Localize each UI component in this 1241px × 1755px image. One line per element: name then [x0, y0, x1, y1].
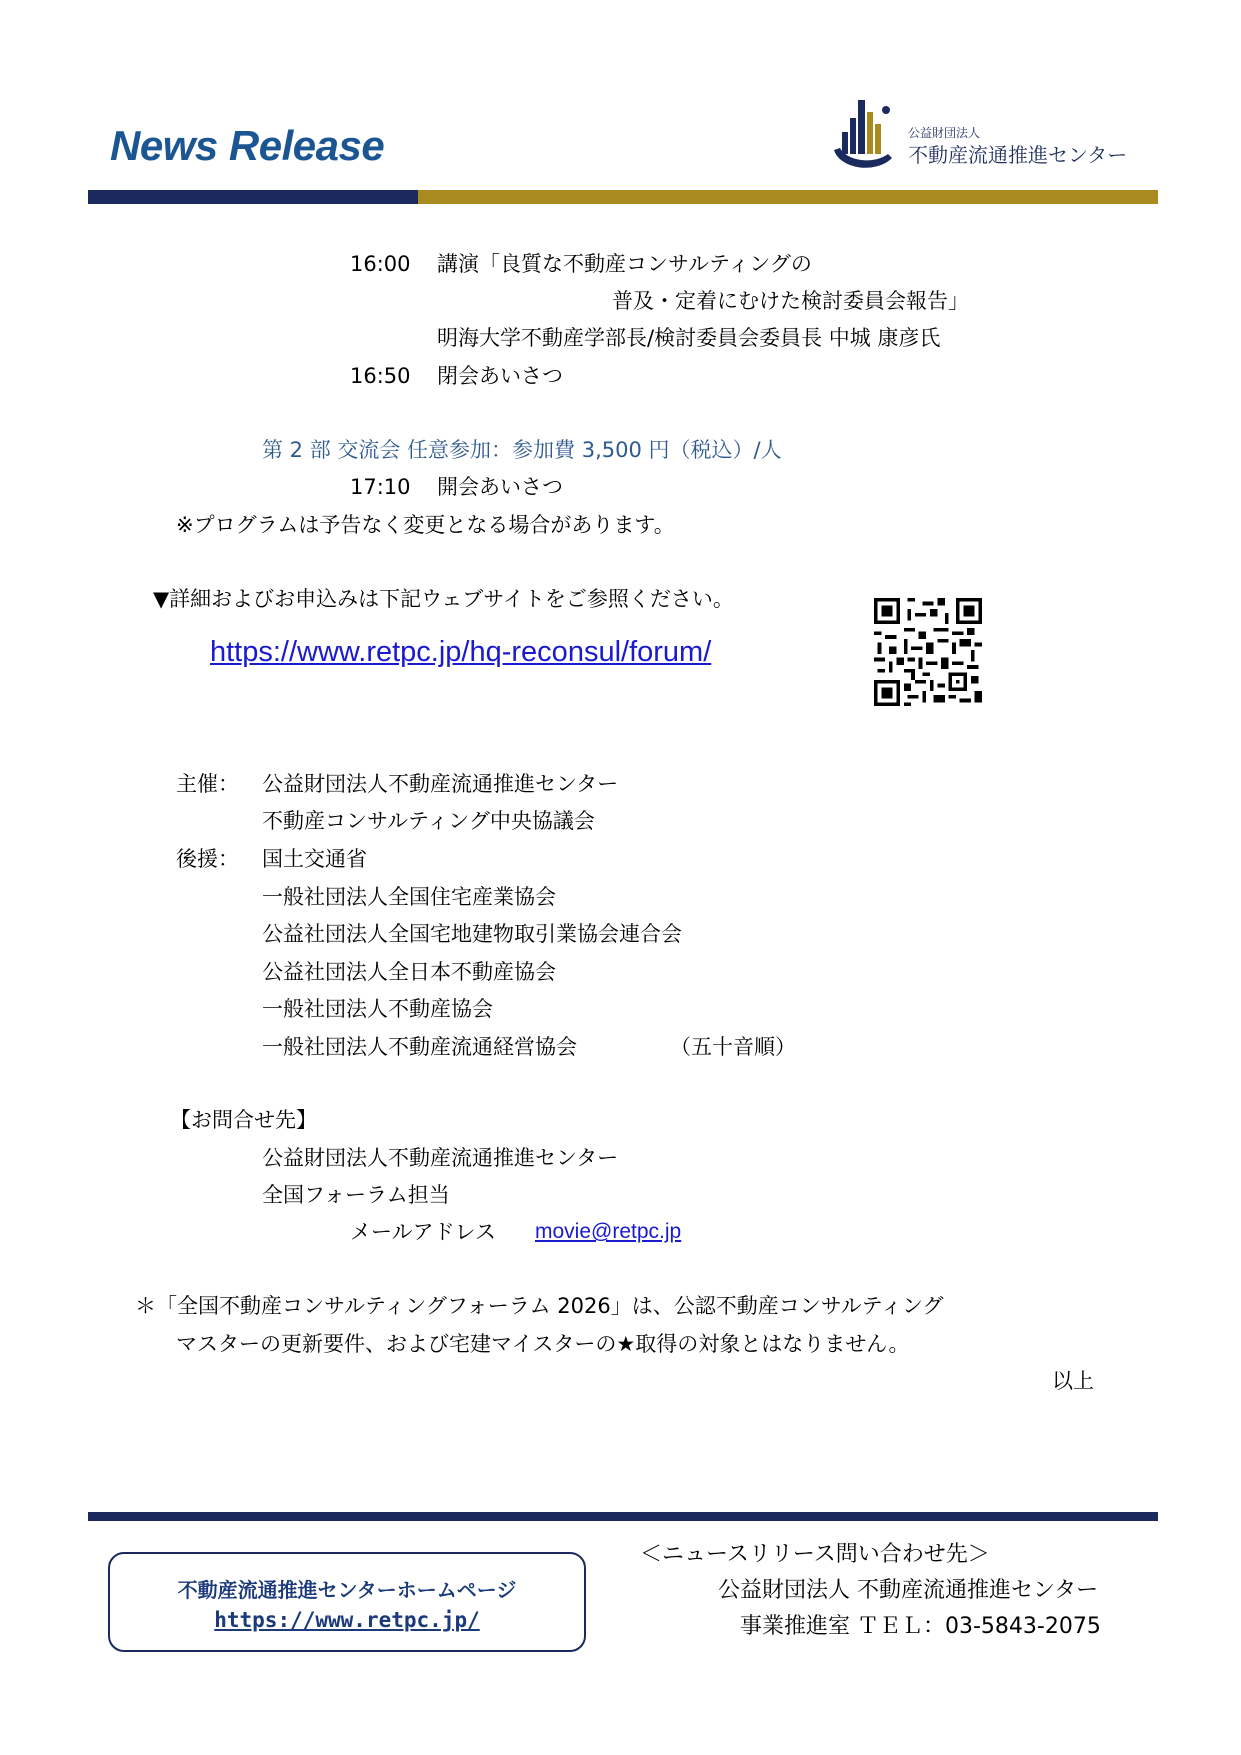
footnote-line-1: ＊「全国不動産コンサルティングフォーラム 2026」は、公認不動産コンサルティング — [135, 1294, 944, 1318]
contact-org: 公益財団法人 不動産流通推進センター — [718, 1578, 1099, 1603]
support-label: 後援： — [176, 847, 239, 871]
program-time-4: 16:50 — [350, 364, 411, 388]
contact-tel: 事業推進室 ＴＥＬ：03-5843-2075 — [740, 1614, 1101, 1639]
program-note: ※プログラムは予告なく変更となる場合があります。 — [176, 513, 675, 537]
header-rule-gold — [418, 190, 1158, 204]
forum-url-link[interactable]: https://www.retpc.jp/hq-reconsul/forum/ — [210, 636, 712, 668]
inquiry-org: 公益財団法人不動産流通推進センター — [262, 1146, 619, 1170]
homepage-title: 不動産流通推進センターホームページ — [177, 1578, 517, 1602]
part2-text: 開会あいさつ — [437, 475, 563, 499]
host-2: 不動産コンサルティング中央協議会 — [262, 809, 595, 833]
supporter-3: 公益社団法人全国宅地建物取引業協会連合会 — [262, 922, 682, 946]
supporter-1: 国土交通省 — [262, 847, 367, 871]
logo-subtitle: 公益財団法人 — [908, 126, 981, 140]
supporter-2: 一般社団法人全国住宅産業協会 — [262, 885, 556, 909]
header-rule-navy — [88, 190, 418, 204]
supporter-5: 一般社団法人不動産協会 — [262, 997, 493, 1021]
logo-name: 不動産流通推進センター — [908, 143, 1128, 167]
program-text-3: 明海大学不動産学部長/検討委員会委員長 中城 康彦氏 — [437, 326, 941, 350]
homepage-box — [108, 1552, 586, 1652]
footnote-line-2: マスターの更新要件、および宅建マイスターの★取得の対象とはなりません。 — [176, 1332, 910, 1356]
program-text-4: 閉会あいさつ — [437, 364, 563, 388]
program-text-1: 講演「良質な不動産コンサルティングの — [437, 252, 812, 276]
host-1: 公益財団法人不動産流通推進センター — [262, 772, 619, 796]
program-text-2: 普及・定着にむけた検討委員会報告」 — [612, 289, 969, 313]
part2-time: 17:10 — [350, 475, 411, 499]
mail-link[interactable]: movie@retpc.jp — [535, 1220, 682, 1243]
end-mark: 以上 — [1052, 1369, 1094, 1393]
mail-label: メールアドレス — [350, 1220, 496, 1244]
inquiry-dept: 全国フォーラム担当 — [262, 1183, 450, 1207]
inquiry-label: 【お問合せ先】 — [170, 1108, 317, 1132]
details-text: ▼詳細およびお申込みは下記ウェブサイトをご参照ください。 — [153, 587, 734, 611]
host-label: 主催： — [176, 772, 239, 796]
qr-code-icon — [874, 598, 982, 706]
contact-heading: ＜ニュースリリース問い合わせ先＞ — [640, 1542, 990, 1567]
program-time-1: 16:00 — [350, 252, 411, 276]
building-logo-icon — [828, 92, 900, 178]
part2-heading: 第 2 部 交流会 任意参加：参加費 3,500 円（税込）/人 — [262, 438, 782, 462]
homepage-link[interactable]: https://www.retpc.jp/ — [214, 1608, 480, 1632]
organization-logo — [828, 92, 1158, 182]
supporter-4: 公益社団法人全日本不動産協会 — [262, 960, 556, 984]
supporter-6: 一般社団法人不動産流通経営協会 — [262, 1035, 577, 1059]
news-release-title: News Release — [110, 122, 385, 169]
footer-rule — [88, 1512, 1158, 1521]
order-note: （五十音順） — [670, 1035, 796, 1059]
